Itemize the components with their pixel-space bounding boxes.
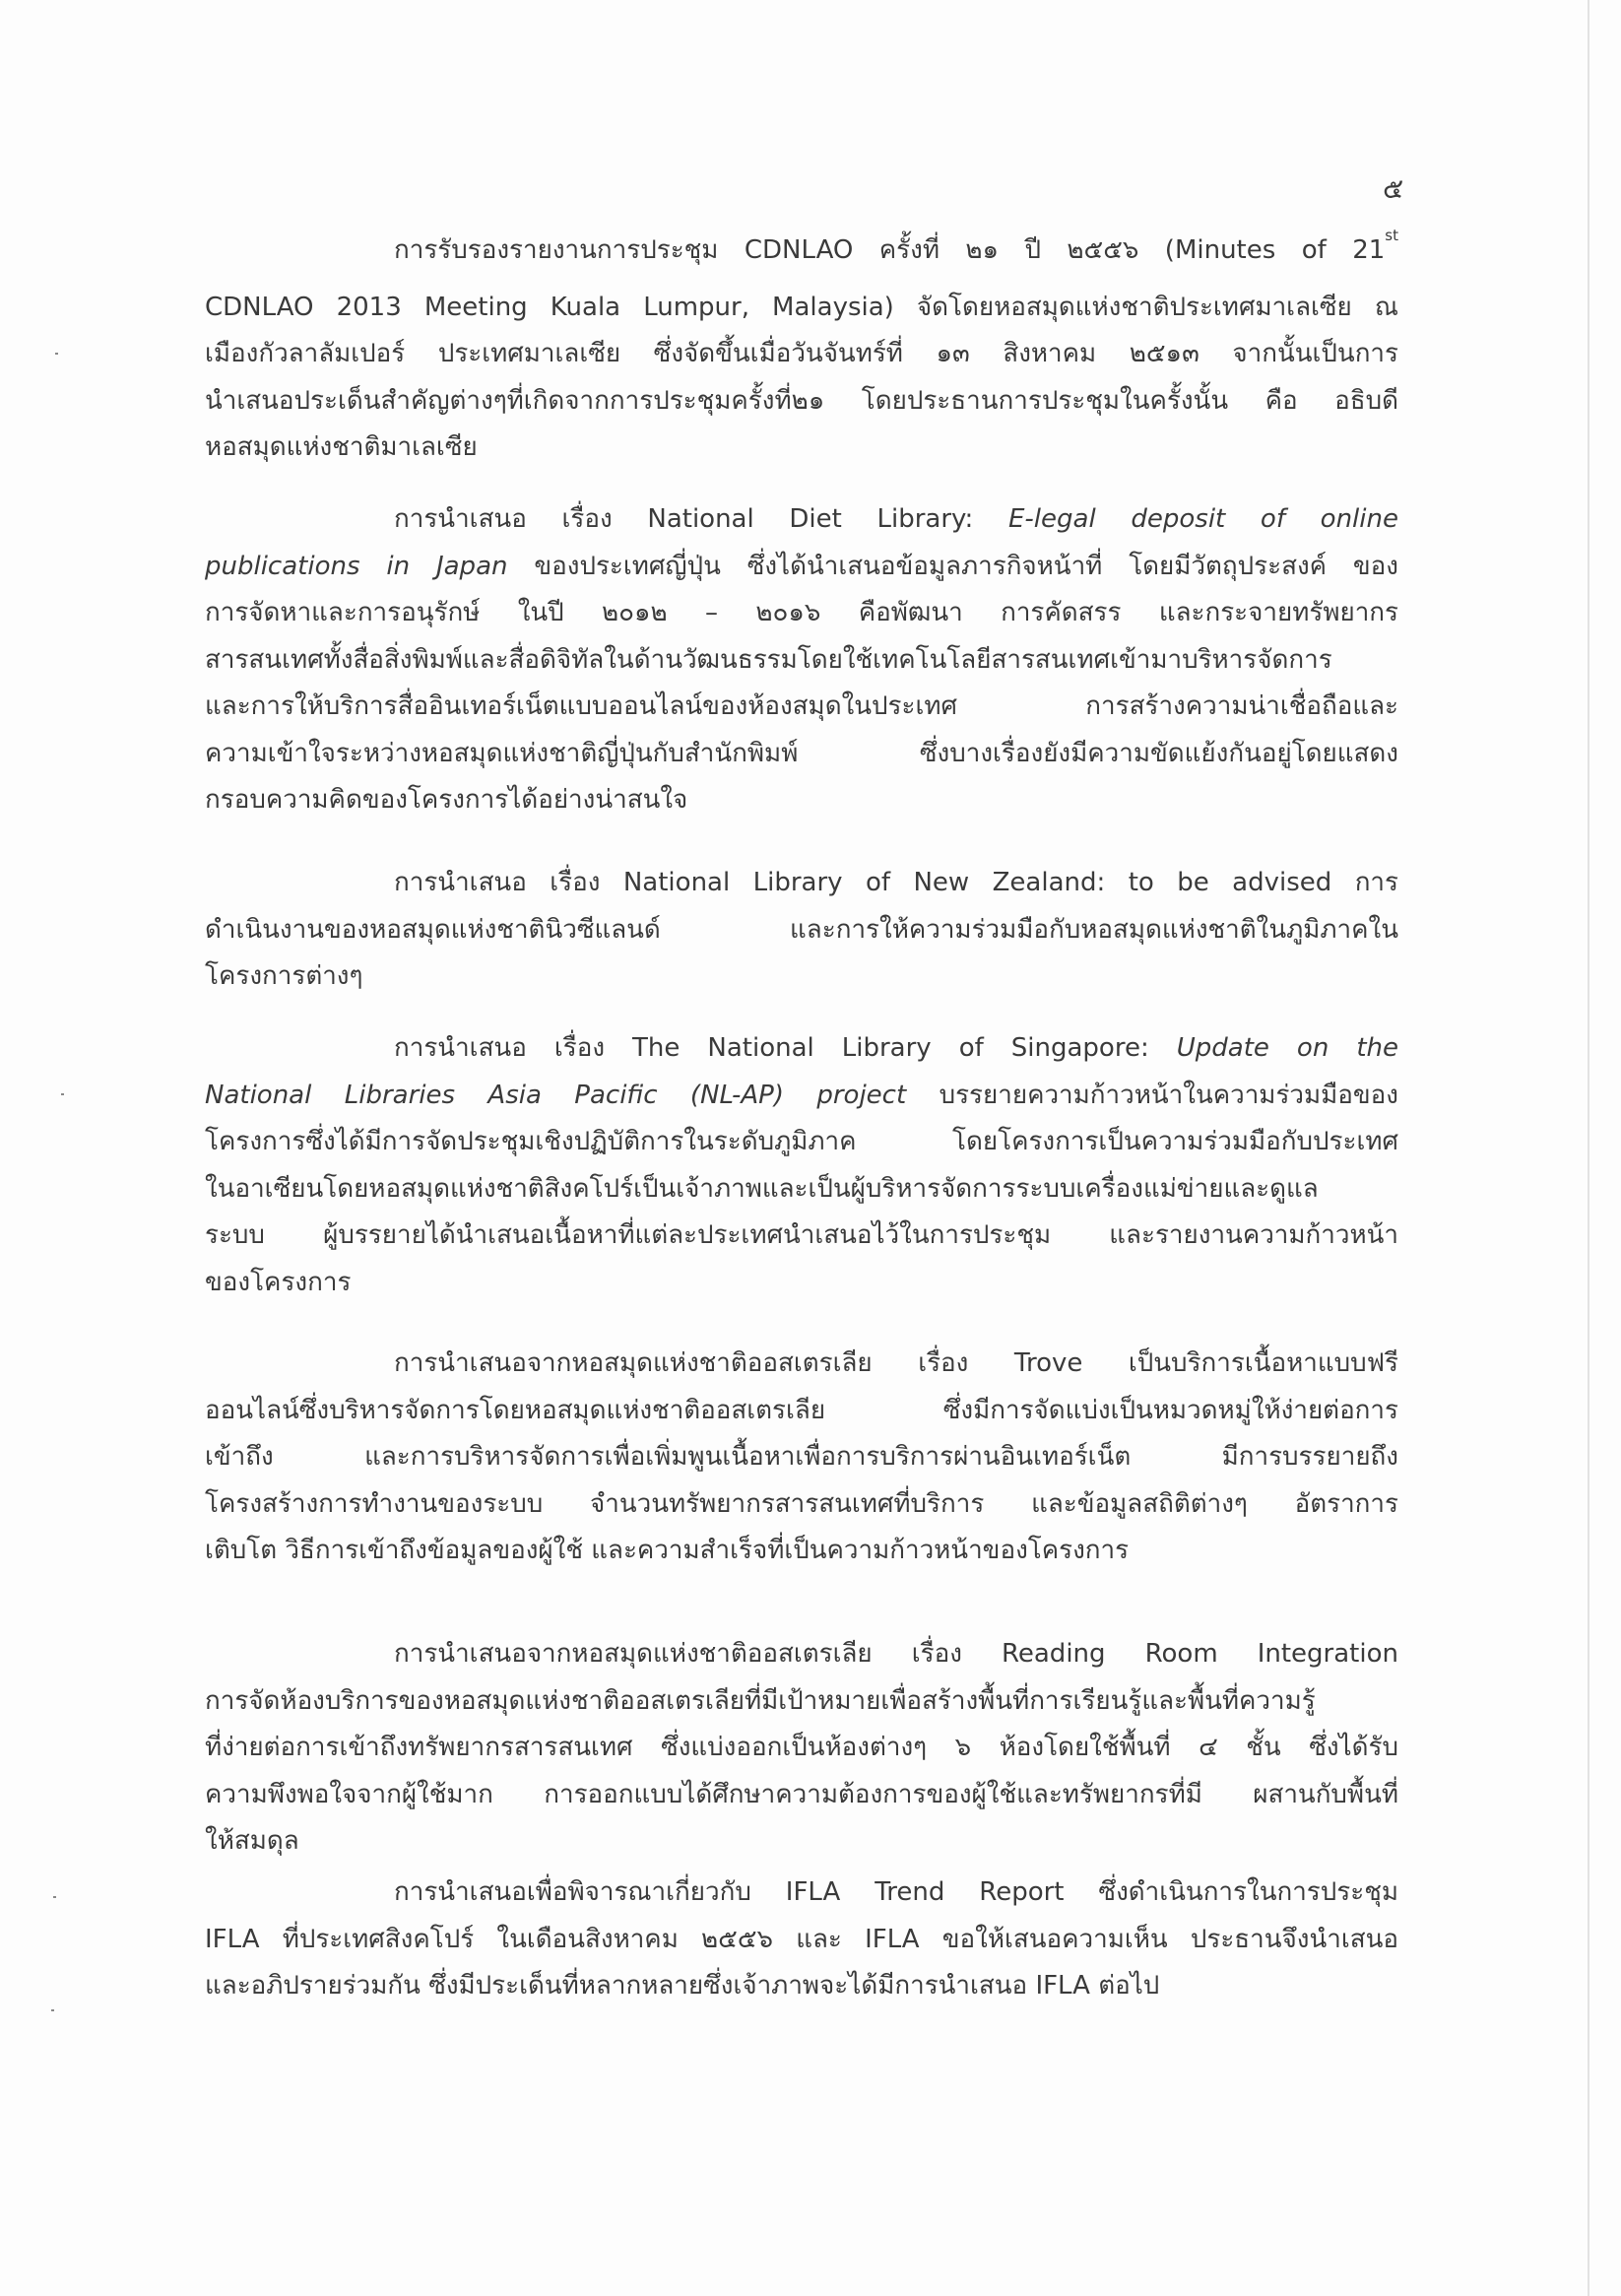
text-run: บรรยายความก้าวหน้าในความร่วมมือของ <box>906 1080 1398 1110</box>
text-line <box>205 907 1398 954</box>
text-line <box>205 1025 1398 1073</box>
text-line <box>205 1119 1398 1166</box>
text-run: ของประเทศญี่ปุ่น ซึ่งได้นำเสนอข้อมูลภารกิจหน้าที่ โดยมีวัตถุประสงค์ ของ <box>507 551 1398 581</box>
text-line <box>205 285 1398 332</box>
text-run: ออนไลน์ซึ่งบริหารจัดการโดยหอสมุดแห่งชาติออสเตรเลีย ซึ่งมีการจัดแบ่งเป็นหมวดหมู่ให้ง่ายต่อการ <box>205 1395 1398 1425</box>
text-line <box>205 378 1398 426</box>
text-run: การนำเสนอจากหอสมุดแห่งชาติออสเตรเลีย เรื่อง Trove เป็นบริการเนื้อหาแบบฟรี <box>394 1348 1398 1378</box>
text-run: ดำเนินงานของหอสมุดแห่งชาตินิวซีแลนด์ และการให้ความร่วมมือกับหอสมุดแห่งชาติในภูมิภาคใน <box>205 914 1398 945</box>
text-line <box>205 1917 1398 1964</box>
paragraph <box>205 1025 1398 1306</box>
italic-title: National Libraries Asia Pacific (NL-AP) project <box>205 1080 907 1110</box>
text-run: กรอบความคิดของโครงการได้อย่างน่าสนใจ <box>205 785 688 815</box>
text-line <box>205 1772 1398 1819</box>
text-line <box>205 425 1398 472</box>
text-run: โครงการซึ่งได้มีการจัดประชุมเชิงปฏิบัติการในระดับภูมิภาค โดยโครงการเป็นความร่วมมือกับประเทศ <box>205 1127 1398 1156</box>
paragraph <box>205 1631 1398 1866</box>
text-line <box>205 1213 1398 1260</box>
text-line <box>205 590 1398 637</box>
text-run: โครงสร้างการทำงานของระบบ จำนวนทรัพยากรสารสนเทศที่บริการ และข้อมูลสถิติต่างๆ อัตราการ <box>205 1488 1398 1519</box>
scan-speck <box>61 1093 64 1095</box>
text-run: โครงการต่างๆ <box>205 961 363 991</box>
text-run: ให้สมดุล <box>205 1826 299 1856</box>
text-run: สารสนเทศทั้งสื่อสิ่งพิมพ์และสื่อดิจิทัลในด้านวัฒนธรรมโดยใช้เทคโนโลยีสารสนเทศเข้ามาบริหารจัดการ <box>205 644 1332 675</box>
text-line <box>205 1073 1398 1120</box>
text-line <box>205 228 1398 275</box>
scan-speck <box>53 1896 56 1898</box>
text-run: ของโครงการ <box>205 1267 352 1297</box>
text-run: การนำเสนอ เรื่อง National Library of New Zealand: to be advised การ <box>394 868 1398 897</box>
paragraph <box>205 860 1398 1001</box>
text-line <box>205 1818 1398 1866</box>
superscript: st <box>1385 227 1398 244</box>
paragraph <box>205 1341 1398 1575</box>
text-line <box>205 331 1398 378</box>
text-run: การรับรองรายงานการประชุม CDNLAO ครั้งที่ ๒๑ ปี ๒๕๕๖ (Minutes of 21 <box>394 235 1386 265</box>
paragraph <box>205 1870 1398 2010</box>
text-run: ความพึงพอใจจากผู้ใช้มาก การออกแบบได้ศึกษาความต้องการของผู้ใช้และทรัพยากรที่มี ผสานกับพื้นที่ <box>205 1779 1398 1809</box>
text-run: การนำเสนอจากหอสมุดแห่งชาติออสเตรเลีย เรื่อง Reading Room Integration <box>394 1639 1398 1669</box>
text-line <box>205 684 1398 731</box>
text-line <box>205 1528 1398 1575</box>
scan-speck <box>51 2009 54 2011</box>
text-run: ในอาเซียนโดยหอสมุดแห่งชาติสิงคโปร์เป็นเจ้าภาพและเป็นผู้บริหารจัดการระบบเครื่องแม่ข่ายและดูแล <box>205 1173 1319 1204</box>
text-line <box>205 637 1398 685</box>
text-run: ที่ง่ายต่อการเข้าถึงทรัพยากรสารสนเทศ ซึ่งแบ่งออกเป็นห้องต่างๆ ๖ ห้องโดยใช้พื้นที่ ๔ ชั้น ซึ่งได้รับ <box>205 1733 1398 1762</box>
italic-title: E-legal deposit of online <box>1007 504 1398 534</box>
page-number: ๕ <box>1383 172 1404 205</box>
text-line <box>205 1963 1398 2010</box>
text-line <box>205 731 1398 778</box>
text-line <box>205 1678 1398 1726</box>
paragraph <box>205 496 1398 824</box>
text-run: การจัดห้องบริการของหอสมุดแห่งชาติออสเตรเลียที่มีเป้าหมายเพื่อสร้างพื้นที่การเรียนรู้และพื้นที่ความรู้ <box>205 1685 1316 1716</box>
text-run: นำเสนอประเด็นสำคัญต่างๆที่เกิดจากการประชุมครั้งที่๒๑ โดยประธานการประชุมในครั้งนั้น คือ อธิบดี <box>205 385 1398 416</box>
italic-title: Update on the <box>1176 1033 1399 1063</box>
text-run: หอสมุดแห่งชาติมาเลเซีย <box>205 432 478 462</box>
text-run: และการให้บริการสื่ออินเทอร์เน็ตแบบออนไลน์ของห้องสมุดในประเทศ การสร้างความน่าเชื่อถือและ <box>205 691 1398 721</box>
text-line <box>205 1631 1398 1678</box>
text-line <box>205 1481 1398 1529</box>
text-run: การนำเสนอเพื่อพิจารณาเกี่ยวกับ IFLA Trend Report ซึ่งดำเนินการในการประชุม <box>394 1877 1398 1907</box>
scan-speck <box>55 353 58 355</box>
text-run: IFLA ที่ประเทศสิงคโปร์ ในเดือนสิงหาคม ๒๕๕๖ และ IFLA ขอให้เสนอความเห็น ประธานจึงนำเสนอ <box>205 1924 1398 1954</box>
text-line <box>205 777 1398 824</box>
text-run: เมืองกัวลาลัมเปอร์ ประเทศมาเลเซีย ซึ่งจัดขึ้นเมื่อวันจันทร์ที่ ๑๓ สิงหาคม ๒๕๑๓ จากนั้นเป็นการ <box>205 339 1398 368</box>
text-line <box>205 1260 1398 1307</box>
text-line <box>205 1434 1398 1481</box>
italic-title: publications in Japan <box>205 551 508 581</box>
text-run: ระบบ ผู้บรรยายได้นำเสนอเนื้อหาที่แต่ละประเทศนำเสนอไว้ในการประชุม และรายงานความก้าวหน้า <box>205 1220 1398 1250</box>
text-run: การนำเสนอ เรื่อง The National Library of Singapore: <box>394 1033 1177 1063</box>
text-run: CDNLAO 2013 Meeting Kuala Lumpur, Malaysia) จัดโดยหอสมุดแห่งชาติประเทศมาเลเซีย ณ <box>205 292 1398 322</box>
text-run: เข้าถึง และการบริหารจัดการเพื่อเพิ่มพูนเนื้อหาเพื่อการบริการผ่านอินเทอร์เน็ต มีการบรรยายถึง <box>205 1442 1398 1472</box>
text-line <box>205 544 1398 591</box>
text-line <box>205 496 1398 544</box>
text-line <box>205 860 1398 907</box>
text-run: ความเข้าใจระหว่างหอสมุดแห่งชาติญี่ปุ่นกับสำนักพิมพ์ ซึ่งบางเรื่องยังมีความขัดแย้งกันอยู่โดยแสดง <box>205 738 1398 768</box>
text-run: เติบโต วิธีการเข้าถึงข้อมูลของผู้ใช้ และความสำเร็จที่เป็นความก้าวหน้าของโครงการ <box>205 1536 1130 1565</box>
text-line <box>205 1166 1398 1214</box>
text-run: การจัดหาและการอนุรักษ์ ในปี ๒๐๑๒ – ๒๐๑๖ คือพัฒนา การคัดสรร และกระจายทรัพยากร <box>205 598 1398 627</box>
text-line <box>205 1341 1398 1388</box>
text-run: และอภิปรายร่วมกัน ซึ่งมีประเด็นที่หลากหลายซึ่งเจ้าภาพจะได้มีการนำเสนอ IFLA ต่อไป <box>205 1971 1160 2001</box>
page-edge-line <box>1588 0 1589 2296</box>
text-line <box>205 1870 1398 1917</box>
text-line <box>205 1388 1398 1435</box>
text-run: การนำเสนอ เรื่อง National Diet Library: <box>394 504 1008 534</box>
paragraph <box>205 228 1398 472</box>
text-line <box>205 953 1398 1001</box>
text-line <box>205 1725 1398 1772</box>
